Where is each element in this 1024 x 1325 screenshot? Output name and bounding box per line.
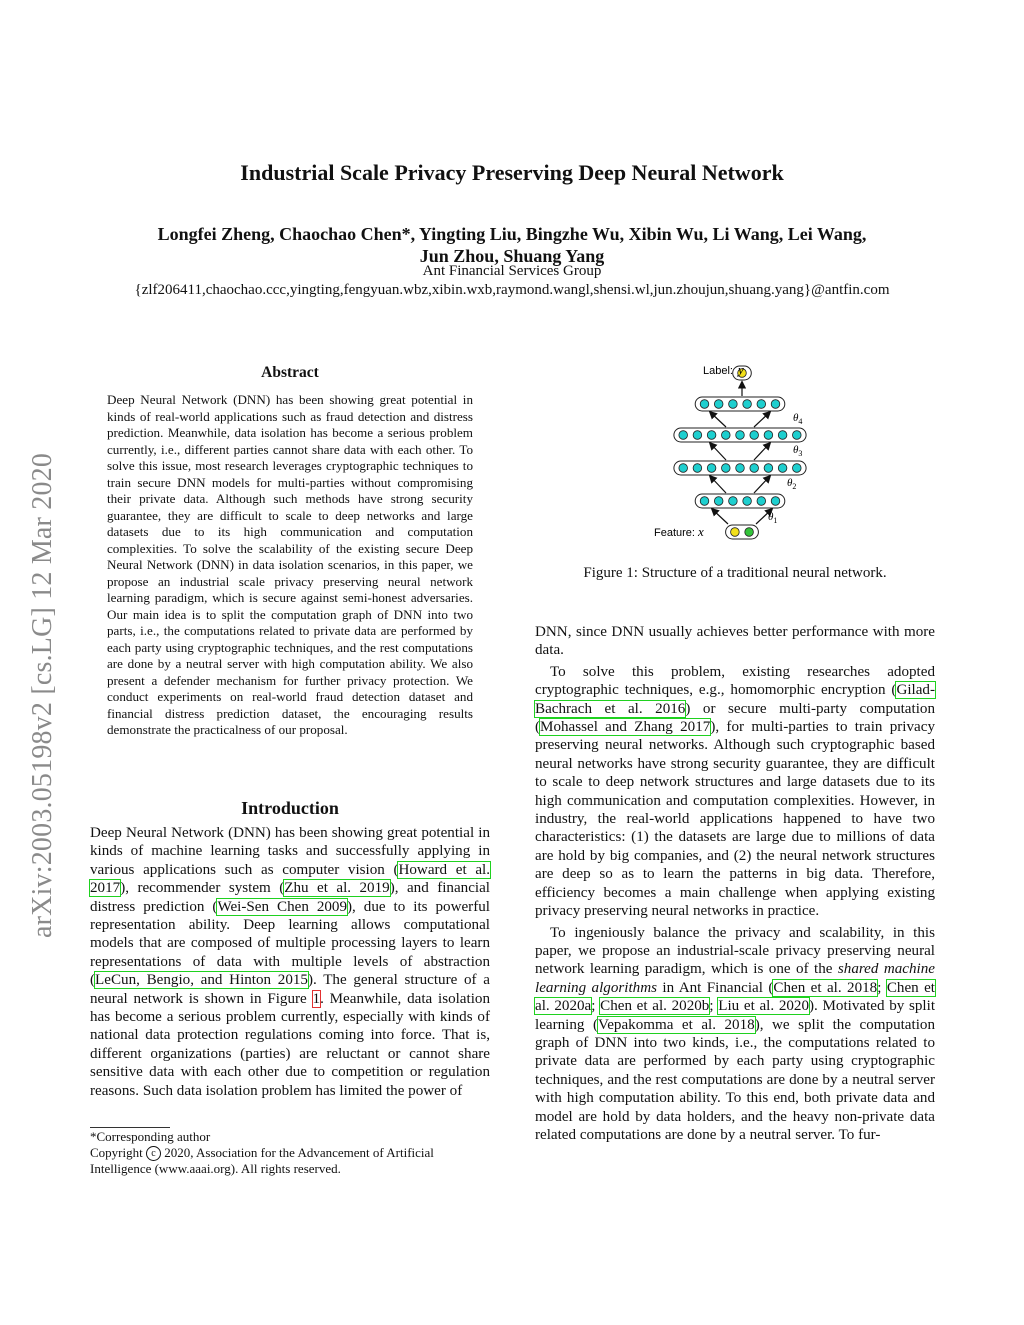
connection-arrow — [712, 509, 728, 524]
citation-link[interactable]: Zhu et al. 2019 — [284, 880, 390, 897]
text-run: ), we split the computation graph of DNN into two kinds, i.e., the computations related to private data are performed by each party using cryptographic techniques, and the rest computations are done by a neutral server with high computation ability. To this end, both private data and model are hold by data holders, and the heavy non-private data related computations are done by a neutral server. To fur- — [535, 1016, 935, 1143]
text-run: ; — [877, 979, 887, 996]
neuron-node — [679, 464, 688, 473]
connection-arrow — [710, 443, 726, 460]
text-run: in Ant Financial ( — [656, 979, 774, 996]
citation-link[interactable]: Wei-Sen Chen 2009 — [217, 898, 348, 915]
arxiv-stamp: arXiv:2003.05198v2 [cs.LG] 12 Mar 2020 — [27, 452, 58, 938]
connection-arrow — [754, 476, 770, 493]
feature-text: Feature: — [654, 527, 695, 539]
right-column-body — [535, 623, 935, 1144]
neuron-node — [750, 431, 759, 440]
figure-ref-link[interactable]: 1 — [312, 990, 321, 1007]
text-run: . Meanwhile, data isolation has become a serious problem currently, especially with kinds of national data protection regulations coming into force. That is, different organizations (parties) are reluctant or cannot share sensitive data with each other due to competition or regulation reasons. Such data isolation problem has limited the power of — [90, 990, 490, 1099]
neuron-node — [736, 431, 745, 440]
neuron-node — [729, 497, 738, 506]
neuron-node — [679, 431, 688, 440]
neuron-node — [778, 464, 787, 473]
citation-link[interactable]: Chen et al. 2018 — [773, 979, 878, 996]
theta-label: $\theta_3$ — [793, 444, 803, 458]
figure-caption: Figure 1: Structure of a traditional neural network. — [583, 565, 887, 581]
neuron-node — [793, 431, 802, 440]
neuron-node — [722, 431, 731, 440]
author-line-1: Longfei Zheng, Chaochao Chen*, Yingting Liu, Bingzhe Wu, Xibin Wu, Li Wang, Lei Wang, — [157, 224, 867, 244]
neuron-node — [731, 528, 740, 537]
copyright-text: Copyright — [90, 1145, 146, 1160]
copyright-text: 2020, Association for the Advancement of Artificial Intelligence (www.aaai.org). All rights reserved. — [90, 1145, 434, 1176]
citation-link[interactable]: Chen et al. 2020a — [535, 979, 935, 1015]
citation-link[interactable]: LeCun, Bengio, and Hinton 2015 — [95, 972, 308, 989]
copyright-symbol: c — [146, 1146, 161, 1161]
theta-label: $\theta_2$ — [787, 477, 797, 491]
neuron-node — [700, 400, 709, 409]
introduction-body — [90, 824, 490, 1100]
label-text: Label: — [703, 365, 733, 377]
text-run: ; — [709, 998, 719, 1015]
neuron-node — [693, 464, 702, 473]
neuron-node — [764, 464, 773, 473]
neuron-node — [707, 431, 716, 440]
paragraph — [535, 663, 935, 921]
copyright-notice — [90, 1145, 490, 1177]
text-run: To solve this problem, existing researches adopted cryptographic techniques, e.g., homomorphic encryption ( — [535, 663, 935, 699]
connection-arrow — [754, 412, 770, 427]
neuron-node — [743, 400, 752, 409]
text-run: ), due to its powerful representation ability. Deep learning allows computational models that are composed of multiple processing layers to learn representations of data with multiple levels of abstraction ( — [90, 898, 490, 989]
neuron-node — [743, 497, 752, 506]
introduction-heading: Introduction — [241, 798, 339, 818]
neuron-node — [764, 431, 773, 440]
feature-variable: x — [698, 524, 704, 539]
label-variable: y — [738, 362, 744, 377]
affiliation: Ant Financial Services Group — [422, 263, 602, 279]
neuron-node — [693, 431, 702, 440]
abstract-heading: Abstract — [261, 364, 319, 381]
citation-link[interactable]: Mohassel and Zhang 2017 — [540, 719, 711, 736]
text-run: Deep Neural Network (DNN) has been showing great potential in kinds of machine learning tasks and successfully applying in various applications such as computer vision ( — [90, 825, 490, 878]
network-layers — [674, 366, 806, 539]
emphasis-text: shared machine learning algorithms — [535, 961, 935, 996]
neuron-node — [736, 464, 745, 473]
neuron-node — [793, 464, 802, 473]
neuron-node — [700, 497, 709, 506]
neuron-node — [714, 497, 723, 506]
text-run: ). The general structure of a neural network is shown in Figure — [90, 972, 490, 1007]
abstract-text: Deep Neural Network (DNN) has been showing great potential in kinds of real-world applications such as fraud detection and distress prediction. Meanwhile, data isolation has become a serious problem currently, i.e., different parties cannot share data with each other. To solve this issue, most research leverages cryptographic techniques to train secure DNN models for multi-parties without compromising their private data. Although such methods have strong security guarantee, they are difficult to scale to deep networks and large datasets due to its high communication and computation complexities. To solve the scalability of the existing secure Deep Neural Network (DNN) in data isolation scenarios, in this paper, we propose an industrial scale privacy preserving neural network learning paradigm, which is secure against semi-honest adversaries. Our main idea is to split the computation graph of DNN into two parts, i.e., the computations related to private data are performed by each party using cryptographic techniques, and the rest computations are done by a neutral server with high computation ability. We also present a defender mechanism for further privacy protection. We conduct experiments on real-world fraud detection dataset and financial distress prediction dataset, the encouraging results demonstrate the practicalness of our proposal. — [107, 392, 473, 737]
text-run: ), and financial distress prediction ( — [90, 880, 490, 915]
neuron-node — [722, 464, 731, 473]
author-line-2: Jun Zhou, Shuang Yang — [419, 246, 605, 266]
author-emails: {zlf206411,chaochao.ccc,yingting,fengyuan.wbz,xibin.wxb,raymond.wangl,shensi.wl,jun.zhoujun,shuang.yang}@antfin.com — [134, 282, 890, 298]
neuron-node — [757, 400, 766, 409]
paper-title: Industrial Scale Privacy Preserving Deep Neural Network — [240, 160, 784, 185]
neuron-node — [707, 464, 716, 473]
connection-arrow — [710, 476, 726, 493]
paragraph: DNN, since DNN usually achieves better performance with more data. — [535, 624, 935, 659]
author-list — [100, 223, 924, 267]
intro-paragraph — [90, 824, 490, 1100]
theta-label: $\theta_4$ — [793, 412, 803, 426]
connection-arrow — [710, 412, 726, 427]
footnote-corresponding: *Corresponding author — [90, 1129, 211, 1144]
neuron-node — [714, 400, 723, 409]
citation-link[interactable]: Howard et al. 2017 — [90, 861, 490, 897]
footnote-rule — [90, 1127, 170, 1128]
citation-link[interactable]: Vepakomma et al. 2018 — [597, 1016, 755, 1033]
text-run: ) or secure multi-party computation ( — [535, 700, 935, 736]
theta-label: $\theta_1$ — [768, 511, 778, 525]
text-run: To ingeniously balance the privacy and scalability, in this paper, we propose an industrial-scale privacy preserving neural network learning paradigm, which is one of the — [535, 924, 935, 978]
text-run: ). Motivated by split learning ( — [535, 998, 936, 1033]
citation-link[interactable]: Liu et al. 2020 — [718, 998, 810, 1015]
neuron-node — [757, 497, 766, 506]
neuron-node — [771, 400, 780, 409]
text-run: ), recommender system ( — [120, 880, 285, 897]
citation-link[interactable]: Gilad-Bachrach et al. 2016 — [535, 682, 935, 717]
neuron-node — [729, 400, 738, 409]
neural-network-figure — [640, 358, 840, 548]
text-run: ; — [591, 998, 601, 1015]
neuron-node — [771, 497, 780, 506]
neuron-node — [750, 464, 759, 473]
paragraph — [535, 924, 935, 1145]
citation-link[interactable]: Chen et al. 2020b — [600, 998, 710, 1015]
neuron-node — [778, 431, 787, 440]
connection-arrow — [754, 443, 770, 460]
text-run: ), for multi-parties to train privacy preserving neural networks. Although such cryptographic based neural networks have strong security guarantee, they are difficult to scale to deep network structures and large datasets due to its high communication and computation complexities. However, in industry, the real-world applications happened to have two characteristics: (1) the datasets are large due to millions of data are hold by big companies, and (2) the neural network structures are deep so as to learn the patterns in big data. Therefore, efficiency becomes a main challenge when applying existing privacy preserving neural networks in practice. — [535, 719, 935, 920]
neuron-node — [745, 528, 754, 537]
